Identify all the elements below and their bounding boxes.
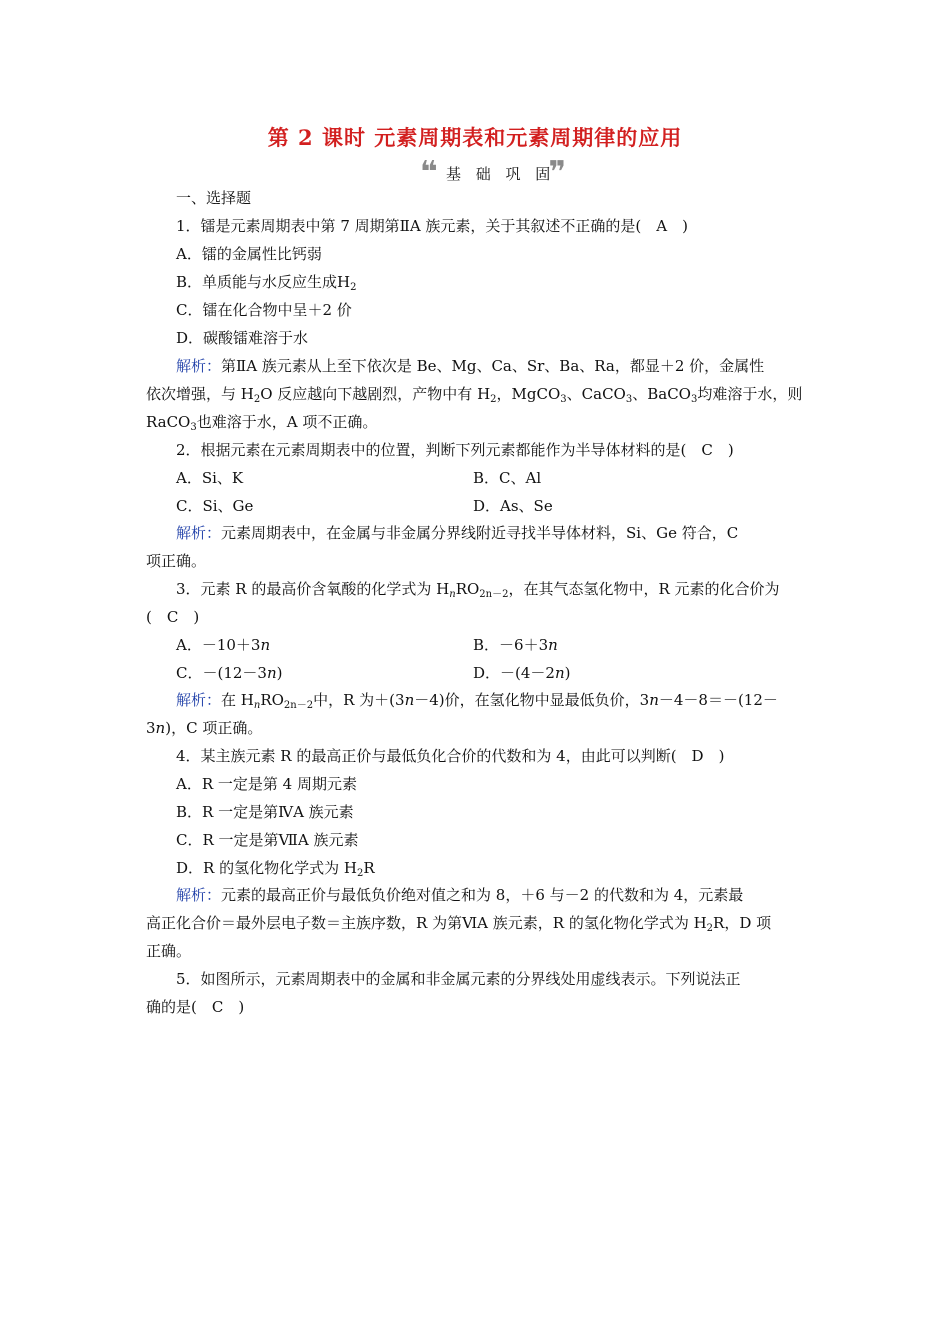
question-3-stem-line-2: ( C ) [146,608,200,626]
question-3-stem-line-1: 3．元素 R 的最高价含氧酸的化学式为 $H_nRO_{2n-2}$，在其气态氢化物中，R 元素的化合价为 [176,580,780,600]
quote-close-icon: ❞ [548,155,566,190]
question-4-option-a: A．R 一定是第 4 周期元素 [176,775,357,793]
question-1-option-c: C．镭在化合物中呈＋2 价 [176,301,352,319]
question-4-option-c: C．R 一定是第ⅦA 族元素 [176,831,359,849]
question-3-option-a: A．－10＋3n [176,636,271,654]
question-2-stem: 2．根据元素在元素周期表中的位置，判断下列元素都能作为半导体材料的是( C ) [176,441,734,459]
question-2-analysis-line-1: 解析：元素周期表中，在金属与非金属分界线附近寻找半导体材料，Si、Ge 符合，C [176,524,739,542]
question-3-option-c: C．－(12－3n) [176,664,283,682]
question-2-analysis-line-2: 项正确。 [146,552,207,570]
question-1-option-a: A．镭的金属性比钙弱 [176,245,322,263]
question-4-stem: 4．某主族元素 R 的最高正价与最低负化合价的代数和为 4，由此可以判断( D ) [176,747,725,765]
question-2-option-c: C．Si、Ge [176,497,254,515]
analysis-label: 解析： [176,886,222,904]
question-1-option-d: D．碳酸镭难溶于水 [176,329,309,347]
question-2-option-b: B．C、Al [473,469,542,487]
question-4-option-d: D．R 的氢化物化学式为 $H_2R$ [176,859,375,879]
question-4-analysis-line-3: 正确。 [146,942,192,960]
question-3-option-d: D．－(4－2n) [473,664,571,682]
analysis-label: 解析： [176,691,222,709]
quote-open-icon: ❝ [420,155,438,190]
question-4-analysis-line-1: 解析：元素的最高正价与最低负价绝对值之和为 8，＋6 与－2 的代数和为 4，元素最 [176,886,744,904]
question-1-option-b: B．单质能与水反应生成$H_2$ [176,273,357,293]
question-5-stem-line-2: 确的是( C ) [146,998,245,1016]
question-3-option-b: B．－6＋3n [473,636,558,654]
question-4-option-b: B．R 一定是第ⅣA 族元素 [176,803,354,821]
question-1-stem: 1．镭是元素周期表中第 7 周期第ⅡA 族元素，关于其叙述不正确的是( A ) [176,217,688,235]
section-heading: 一、选择题 [176,189,252,207]
question-1-analysis-line-3: RaCO$_3$也难溶于水，A 项不正确。 [146,413,378,433]
question-5-stem-line-1: 5．如图所示，元素周期表中的金属和非金属元素的分界线处用虚线表示。下列说法正 [176,970,741,988]
question-2-option-d: D．As、Se [473,497,553,515]
question-4-analysis-line-2: 高正化合价＝最外层电子数＝主族序数，R 为第ⅥA 族元素，R 的氢化物化学式为 $H_2R$，D 项 [146,914,772,934]
question-2-option-a: A．Si、K [176,469,244,487]
question-1-analysis-line-2: 依次增强，与 $H_2O$ 反应越向下越剧烈，产物中有 $H_2$，MgCO$_3$、CaCO$_3$、BaCO$_3$均难溶于水，则 [146,385,803,405]
question-3-analysis-line-2: 3n)，C 项正确。 [146,719,263,737]
badge-text: 基 础 巩 固 [446,165,556,183]
analysis-label: 解析： [176,357,222,375]
analysis-label: 解析： [176,524,222,542]
page-title: 第 2 课时 元素周期表和元素周期律的应用 [267,125,683,150]
question-1-analysis-line-1: 解析：第ⅡA 族元素从上至下依次是 Be、Mg、Ca、Sr、Ba、Ra，都显＋2 价，金属性 [176,357,765,375]
question-3-analysis-line-1: 解析：在 $H_nRO_{2n-2}$中，R 为＋(3n－4)价，在氢化物中显最低负价，3n－4－8＝－(12－ [176,691,778,711]
section-badge [420,155,566,190]
